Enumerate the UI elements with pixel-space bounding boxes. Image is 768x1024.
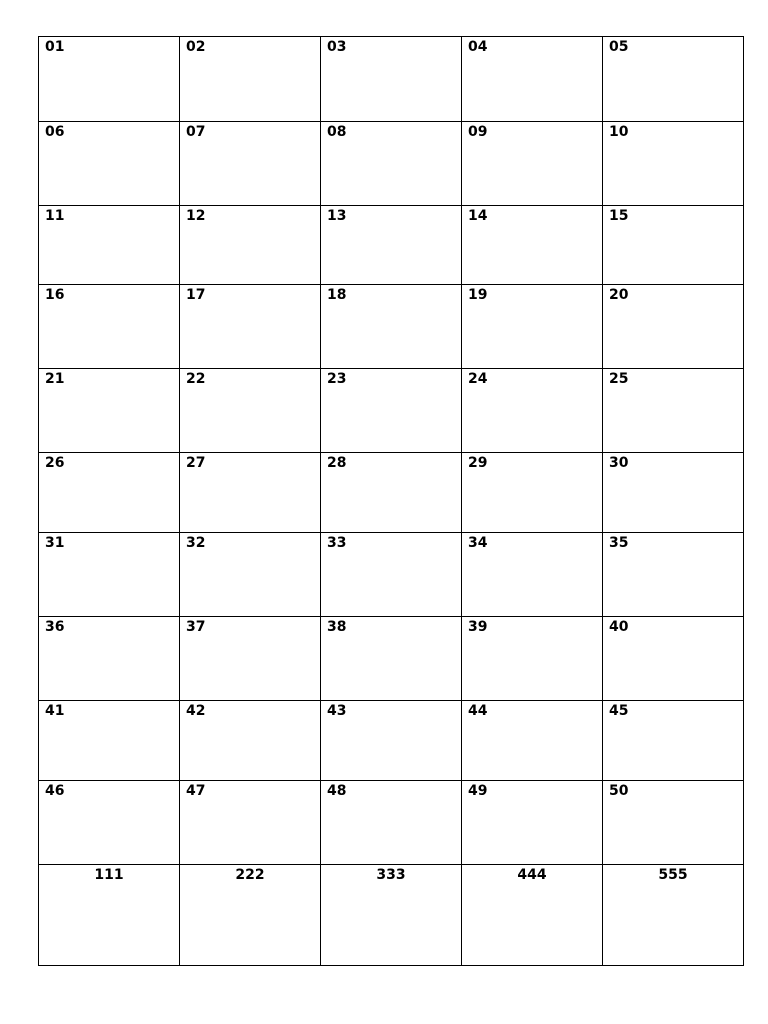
grid-cell xyxy=(39,285,180,369)
grid-row xyxy=(39,369,744,453)
grid-cell xyxy=(321,206,462,285)
footer-cell xyxy=(39,865,180,966)
cell-number: 37 xyxy=(186,619,206,635)
grid-cell xyxy=(603,533,744,617)
grid-cell xyxy=(603,206,744,285)
cell-number: 48 xyxy=(327,783,347,799)
grid-cell xyxy=(180,453,321,533)
grid-cell xyxy=(39,533,180,617)
grid-cell xyxy=(603,369,744,453)
cell-number: 17 xyxy=(186,287,206,303)
cell-number: 38 xyxy=(327,619,347,635)
grid-row xyxy=(39,781,744,865)
grid-row xyxy=(39,533,744,617)
cell-number: 18 xyxy=(327,287,347,303)
cell-number: 03 xyxy=(327,39,347,55)
grid-cell xyxy=(39,781,180,865)
grid-cell xyxy=(321,285,462,369)
cell-number: 32 xyxy=(186,535,206,551)
cell-number: 30 xyxy=(609,455,629,471)
grid-row xyxy=(39,122,744,206)
cell-number: 50 xyxy=(609,783,629,799)
cell-number: 08 xyxy=(327,124,347,140)
footer-number: 444 xyxy=(517,867,547,883)
cell-number: 39 xyxy=(468,619,488,635)
cell-number: 43 xyxy=(327,703,347,719)
grid-row xyxy=(39,701,744,781)
grid-cell xyxy=(603,701,744,781)
cell-number: 04 xyxy=(468,39,488,55)
grid-cell xyxy=(321,122,462,206)
cell-number: 19 xyxy=(468,287,488,303)
cell-number: 22 xyxy=(186,371,206,387)
cell-number: 05 xyxy=(609,39,629,55)
cell-number: 24 xyxy=(468,371,488,387)
grid-cell xyxy=(180,285,321,369)
grid-cell xyxy=(321,533,462,617)
cell-number: 20 xyxy=(609,287,629,303)
footer-cell xyxy=(603,865,744,966)
grid-cell xyxy=(462,206,603,285)
cell-number: 31 xyxy=(45,535,65,551)
footer-number: 555 xyxy=(658,867,688,883)
cell-number: 14 xyxy=(468,208,488,224)
grid-cell xyxy=(462,701,603,781)
grid-cell xyxy=(39,453,180,533)
cell-number: 29 xyxy=(468,455,488,471)
cell-number: 41 xyxy=(45,703,65,719)
grid-cell xyxy=(321,37,462,122)
grid-cell xyxy=(603,37,744,122)
cell-number: 46 xyxy=(45,783,65,799)
cell-number: 40 xyxy=(609,619,629,635)
grid-cell xyxy=(321,617,462,701)
grid-cell xyxy=(462,533,603,617)
cell-number: 10 xyxy=(609,124,629,140)
cell-number: 36 xyxy=(45,619,65,635)
cell-number: 28 xyxy=(327,455,347,471)
cell-number: 13 xyxy=(327,208,347,224)
grid-cell xyxy=(462,285,603,369)
grid-cell xyxy=(180,206,321,285)
cell-number: 06 xyxy=(45,124,65,140)
grid-cell xyxy=(180,369,321,453)
grid-cell xyxy=(462,37,603,122)
cell-number: 33 xyxy=(327,535,347,551)
grid-body xyxy=(39,37,744,966)
cell-number: 25 xyxy=(609,371,629,387)
grid-row xyxy=(39,453,744,533)
grid-cell xyxy=(39,617,180,701)
grid-cell xyxy=(603,122,744,206)
grid-cell xyxy=(603,617,744,701)
cell-number: 23 xyxy=(327,371,347,387)
footer-number: 222 xyxy=(235,867,265,883)
grid-cell xyxy=(180,781,321,865)
grid-cell xyxy=(321,781,462,865)
cell-number: 34 xyxy=(468,535,488,551)
grid-cell xyxy=(39,37,180,122)
cell-number: 45 xyxy=(609,703,629,719)
cell-number: 07 xyxy=(186,124,206,140)
grid-row xyxy=(39,285,744,369)
footer-number: 333 xyxy=(376,867,406,883)
grid-cell xyxy=(603,781,744,865)
grid-footer-row xyxy=(39,865,744,966)
cell-number: 35 xyxy=(609,535,629,551)
grid-cell xyxy=(39,206,180,285)
footer-number: 111 xyxy=(94,867,124,883)
grid-cell xyxy=(321,701,462,781)
cell-number: 11 xyxy=(45,208,65,224)
cell-number: 42 xyxy=(186,703,206,719)
grid-cell xyxy=(39,701,180,781)
cell-number: 12 xyxy=(186,208,206,224)
grid-cell xyxy=(180,617,321,701)
cell-number: 26 xyxy=(45,455,65,471)
grid-cell xyxy=(603,453,744,533)
grid-cell xyxy=(462,453,603,533)
grid-row xyxy=(39,206,744,285)
cell-number: 15 xyxy=(609,208,629,224)
cell-number: 16 xyxy=(45,287,65,303)
cell-number: 27 xyxy=(186,455,206,471)
grid-cell xyxy=(180,122,321,206)
grid-cell xyxy=(180,701,321,781)
cell-number: 44 xyxy=(468,703,488,719)
grid-cell xyxy=(180,37,321,122)
grid-cell xyxy=(180,533,321,617)
cell-number: 49 xyxy=(468,783,488,799)
cell-number: 47 xyxy=(186,783,206,799)
cell-number: 09 xyxy=(468,124,488,140)
cell-number: 02 xyxy=(186,39,206,55)
numbered-grid-table xyxy=(38,36,744,966)
grid-cell xyxy=(462,369,603,453)
grid-cell xyxy=(321,453,462,533)
grid-cell xyxy=(462,617,603,701)
cell-number: 01 xyxy=(45,39,65,55)
grid-cell xyxy=(462,781,603,865)
grid-cell xyxy=(462,122,603,206)
grid-cell xyxy=(321,369,462,453)
cell-number: 21 xyxy=(45,371,65,387)
grid-cell xyxy=(603,285,744,369)
grid-row xyxy=(39,617,744,701)
grid-cell xyxy=(39,369,180,453)
grid-cell xyxy=(39,122,180,206)
grid-row xyxy=(39,37,744,122)
footer-cell xyxy=(180,865,321,966)
footer-cell xyxy=(462,865,603,966)
footer-cell xyxy=(321,865,462,966)
